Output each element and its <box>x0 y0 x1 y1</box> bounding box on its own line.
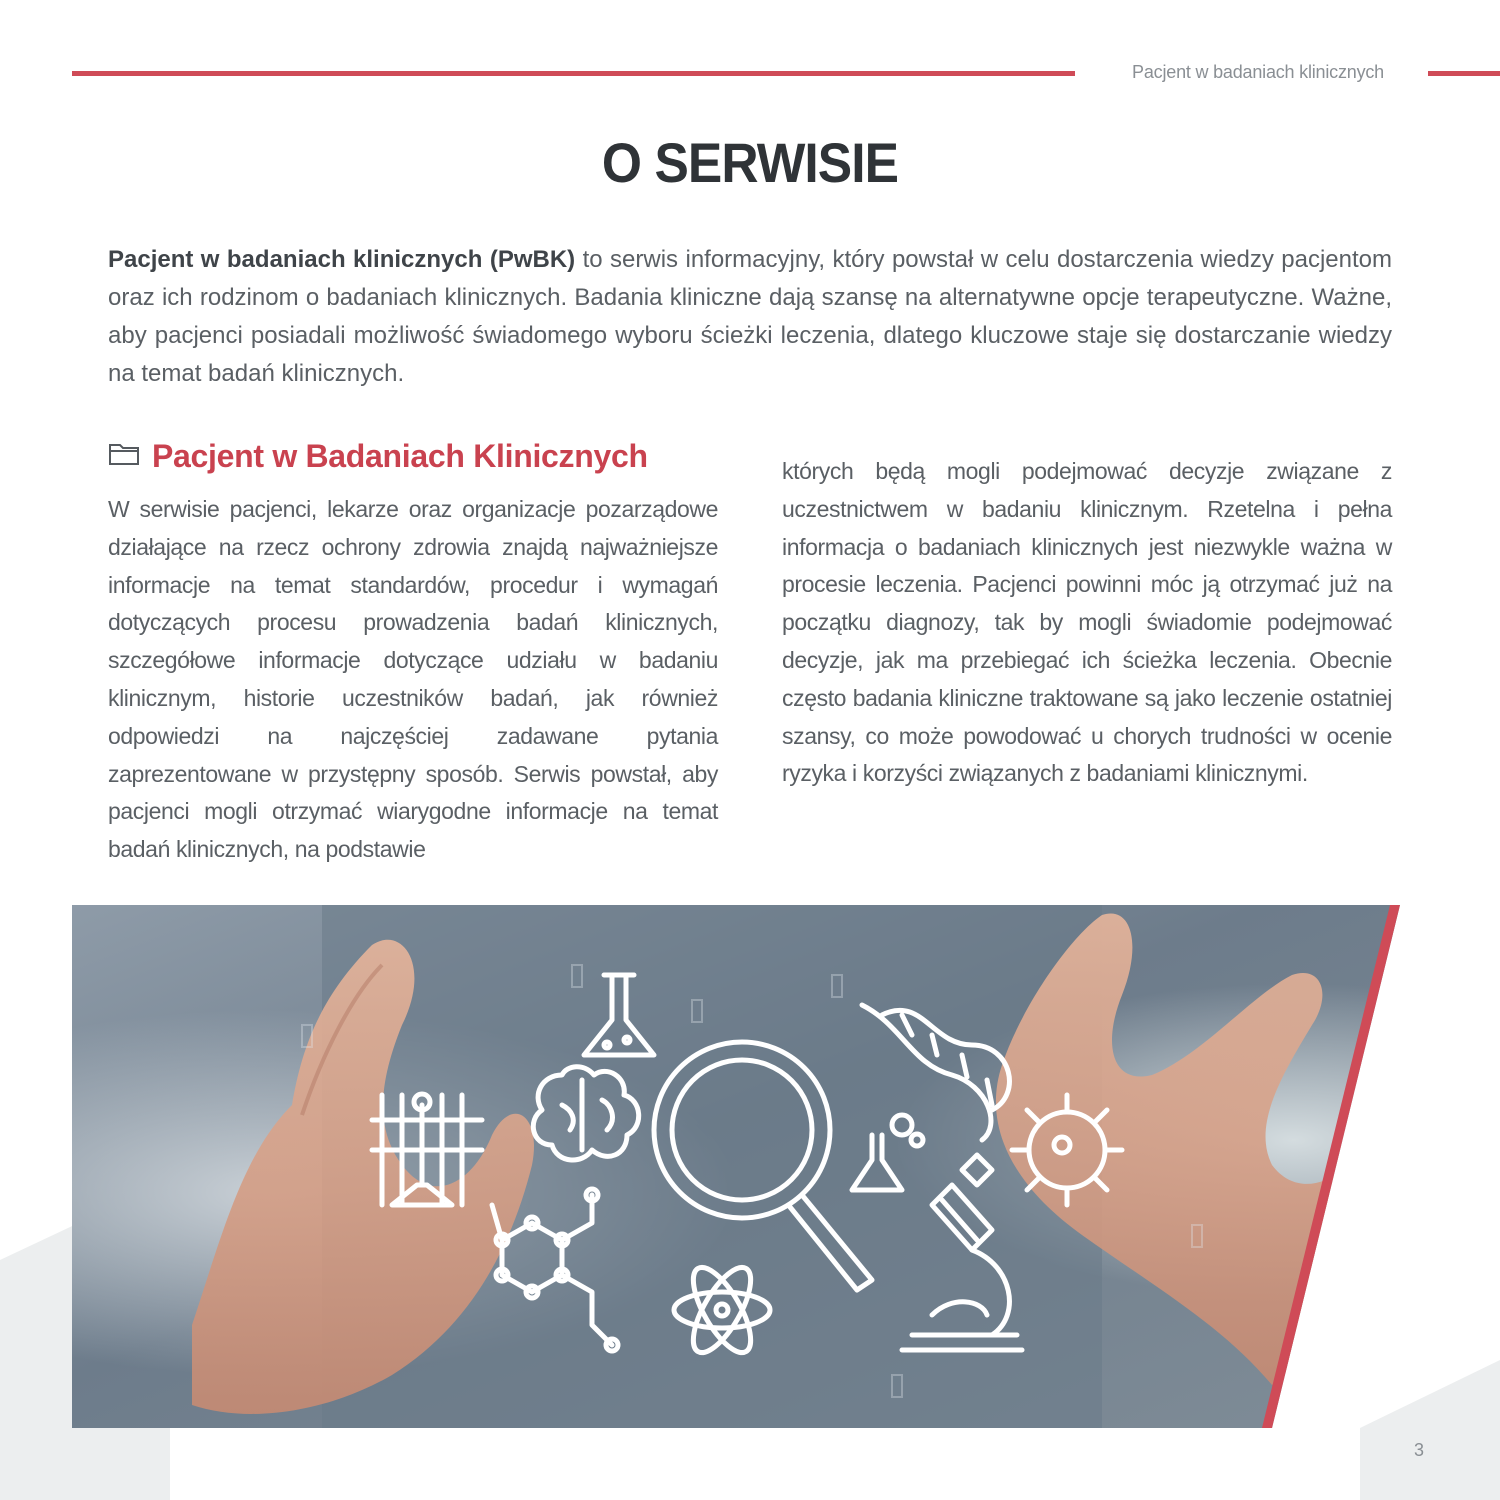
page-title: O SERWISIE <box>601 131 899 194</box>
column-left-text: W serwisie pacjenci, lekarze oraz organizacje pozarządowe działające na rzecz ochrony zdrowia znajdą najważniejsze informacje na temat standardów, procedur i wymagań dotyczących procesu prowadzenia badań klinicznych, szczegółowe informacje dotyczące udziału w badaniu klinicznym, historie uczestników badań, jak również odpowiedzi na najczęściej zadawane pytania zaprezentowane w przystępny sposób. Serwis powstał, aby pacjenci mogli otrzymać wiarygodne informacje na temat badań klinicznych, na podstawie <box>108 496 718 863</box>
section-heading <box>108 434 648 478</box>
column-right-text: których będą mogli podejmować decyzje związane z uczestnictwem w badaniu klinicznym. Rzetelna i pełna informacja o badaniach klinicznych jest niezwykle ważna w procesie leczenia. Pacjenci powinni móc ją otrzymać już na początku diagnozy, tak by mogli świadomie podejmować decyzje, jak ma przebiegać ich ścieżka leczenia. Obecnie często badania kliniczne traktowane są jako leczenie ostatniej szansy, co może powodować u chorych trudności w ocenie ryzyka i korzyści związanych z badaniami klinicznymi. <box>782 458 1392 787</box>
header-rule-right <box>1428 71 1500 76</box>
hero-image <box>72 905 1400 1428</box>
running-header: Pacjent w badaniach klinicznych <box>1132 62 1384 82</box>
intro-paragraph <box>108 241 1392 393</box>
page-number: 3 <box>1414 1440 1425 1460</box>
header-rule-left <box>72 71 1075 76</box>
folder-icon <box>108 441 142 472</box>
section-heading-text: Pacjent w Badaniach Klinicznych <box>152 437 648 474</box>
virus-icon <box>1012 1095 1122 1205</box>
intro-rest: to serwis informacyjny, który powstał w celu dostarczenia wiedzy pacjentom oraz ich rodzinom o badaniach klinicznych. Badania kliniczne dają szansę na alternatywne opcje terapeutyczne. Ważne, aby pacjenci posiadali możliwość świadomego wyboru ścieżki leczenia, dlatego kluczowe staje się dostarczanie wiedzy na temat badań klinicznych. <box>108 246 1393 387</box>
intro-bold: Pacjent w badaniach klinicznych (PwBK) <box>108 246 576 273</box>
